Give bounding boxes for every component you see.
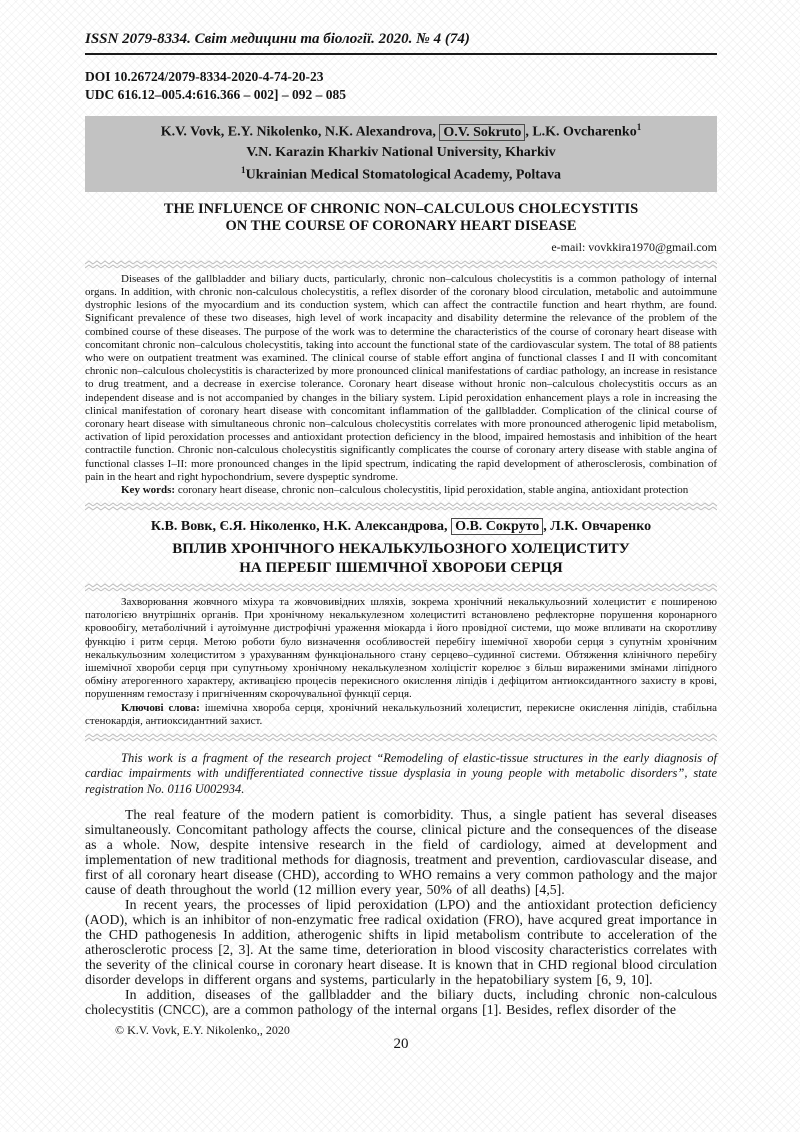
email-line: e-mail: vovkkira1970@gmail.com	[551, 239, 717, 254]
body-paragraph-2: In recent years, the processes of lipid peroxidation (LPO) and the antioxidant protection deficiency (AOD), which is an inhibitor of non-enzymatic free radical oxidation (FRO), have acqured great importance in the CHD pathogenesis In addition, atherogenic shifts in lipid metabolism contribute to acceleration of the atherosclerotic process [2, 3]. At the same time, deterioration in blood viscosity characteristics correlates with the severity of the clinical course in coronary heart disease. It is known that in CHD regional blood circulation disorder develops in different organs and systems, particularly in the hepatobiliary system [6, 9, 10].	[85, 897, 717, 988]
affiliation-2-marker: 1	[241, 165, 246, 176]
boxed-author-name-en: O.V. Sokruto	[439, 124, 525, 141]
keywords-en	[85, 484, 717, 497]
keywords-ua-text: ішемічна хвороба серця, хронічний некалькульозний холецистит, перекисне окислення ліпідів, стабільна стенокардія, антиоксидантний захист.	[85, 701, 717, 727]
authors-ua-before: К.В. Вовк, Є.Я. Ніколенко, Н.К. Александрова,	[150, 519, 452, 535]
boxed-author-name-ua: О.В. Сокруто	[451, 518, 543, 535]
zigzag-divider	[85, 502, 717, 511]
keywords-ua	[85, 702, 717, 728]
affiliation-2	[93, 164, 709, 186]
authors-ua-after: , Л.К. Овчаренко	[543, 519, 652, 535]
paper-title-ua-line1: ВПЛИВ ХРОНІЧНОГО НЕКАЛЬКУЛЬОЗНОГО ХОЛЕЦИСТИТУ	[172, 541, 630, 558]
paper-title-ua	[85, 540, 717, 578]
affiliation-2-text: Ukrainian Medical Stomatological Academy, Poltava	[245, 167, 561, 183]
abstract-ua-text: Захворювання жовчного міхура та жовчовивідних шляхів, зокрема хронічний некалькульозний холецистит є поширеною патологією внутрішніх органів. При хронічному некалькулезном холециститі встановлено рефлекторне порушення коронарного кровообігу, метаболічний і аутоімунне дистрофічні ураження міокарда і його провідної системи, що може впливати на скоротливу функцію і ритм серця. Метою роботи було визначення особливостей перебігу ішемічної хвороби серця з супутнім хронічним некалькульозним холециститом з урахуванням функціонального стану серцево–судинної системи. Обтяження клінічного перебігу ішемічної хвороби серця при супутньому хронічному некалькулезном холіцістіт корелює з більш вираженими змінами ліпідного обміну атерогенного характеру, активацією процесів перекисного окислення ліпідів і дефіцитом антиоксидантного захисту в крові, порушенням гемостазу і пригніченням скорочувальної функції серця.	[85, 595, 717, 701]
research-project-note: This work is a fragment of the research project “Remodeling of elastic-tissue structures in the early diagnosis of cardiac impairments with undifferentiated connective tissue dysplasia in young people with metabolic disorders”, state registration No. 0116 U002934.	[85, 750, 717, 796]
body-paragraph-1: The real feature of the modern patient is comorbidity. Thus, a single patient has several diseases simultaneously. Concomitant pathology affects the course, clinical picture and the consequences of the disease as a whole. Now, despite intensive research in the field of cardiology, aimed at development and implementation of new traditional methods for diagnosis, treatment and prevention, cardiovascular disease, and first of all coronary heart disease (CHD), according to WHO remains a very common pathology and the major cause of death throughout the world (12 million every year, 50% of all deaths) [4,5].	[85, 807, 717, 898]
doi-line: DOI 10.26724/2079-8334-2020-4-74-20-23	[85, 69, 324, 84]
paper-title-en-line1: THE INFLUENCE OF CHRONIC NON–CALCULOUS CHOLECYSTITIS	[163, 200, 639, 217]
journal-issn-header: ISSN 2079-8334. Світ медицини та біології. 2020. № 4 (74)	[85, 30, 717, 55]
page-number: 20	[393, 1036, 409, 1053]
authors-en-after: , L.K. Ovcharenko	[525, 124, 637, 140]
author-affiliation-marker: 1	[636, 122, 642, 133]
paper-title-en-line2: ON THE COURSE OF CORONARY HEART DISEASE	[225, 217, 577, 234]
abstract-en-text: Diseases of the gallbladder and biliary ducts, particularly, chronic non–calculous cholecystitis is a common pathology of internal organs. In addition, with chronic non-calculous cholecystitis, a reflex disorder of the coronary blood circulation, metabolic and autoimmune dystrophic lesions of the myocardium and its conduction system, which can affect the contractile function and heart rhythm, are found. Significant prevalence of these two diseases, high level of work incapacity and disability determine the relevance of the problem of the combined course of these diseases. The purpose of the work was to determine the characteristics of the course of coronary heart disease with concomitant chronic non–calculous cholecystitis, taking into account the functional state of the cardiovascular system. The total of 88 patients who were on outpatient treatment was examined. The clinical course of stable effort angina of functional classes I and II with concomitant chronic non–calculous cholecystitis is characterized by more pronounced clinical manifestations of cardiac pathology, an increase in resistance to drug treatment, and a decrease in exercise tolerance. Coronary heart disease without hronic non–calculous cholecystitis occurs as an independent disease and is not accompanied by changes in the biliary system. Lipid peroxidation enhancement plays a role in increasing the clinical manifestation of coronary heart disease with concomitant inflammation of the gallbladder. Complication of the clinical course of coronary heart disease with simultaneous chronic non–calculous cholecystitis correlates with more pronounced atherogenic lipid metabolism, activation of lipid peroxidation processes and antioxidant protection deficiency in the blood, impaired hemostasis and inhibition of the heart contractile function. Chronic non-calculous cholecystitis significantly complicates the course of coronary artery disease with stable angina of functional classes I–II: more pronounced changes in the lipid spectrum, indicating the rapid development of atherosclerosis, combination of pain in the heart and right hypochondrium, severe dyspeptic syndrome.	[85, 272, 717, 483]
zigzag-divider	[85, 260, 717, 269]
abstract-en	[85, 273, 717, 497]
paper-title-ua-line2: НА ПЕРЕБІГ ІШЕМІЧНОЇ ХВОРОБИ СЕРЦЯ	[239, 560, 563, 577]
page-footer	[85, 1023, 717, 1053]
abstract-ua	[85, 596, 717, 728]
keywords-ua-label: Ключові слова:	[121, 701, 200, 714]
affiliation-1: V.N. Karazin Kharkiv National University, Kharkiv	[246, 145, 556, 161]
zigzag-divider	[85, 733, 717, 742]
udc-line: UDC 616.12–005.4:616.366 – 002] – 092 – 085	[85, 86, 346, 102]
body-paragraph-3: In addition, diseases of the gallbladder and the biliary ducts, including chronic non-calculous cholecystitis (CNCC), are a common pathology of the internal organs [1]. Besides, reflex disorder of the	[85, 987, 717, 1018]
authors-en-before: K.V. Vovk, E.Y. Nikolenko, N.K. Alexandrova,	[160, 124, 440, 140]
article-body	[85, 807, 717, 1017]
authors-line-en	[93, 121, 709, 143]
authors-line-ua	[85, 518, 717, 536]
keywords-en-text: coronary heart disease, chronic non–calculous cholecystitis, lipid peroxidation, stable angina, antioxidant protection	[175, 484, 689, 497]
paper-title-en	[85, 201, 717, 235]
zigzag-divider	[85, 583, 717, 592]
footer-copyright: © K.V. Vovk, E.Y. Nikolenko,, 2020	[115, 1023, 290, 1038]
authors-affiliations-block	[85, 116, 717, 191]
doi-udc-block	[85, 68, 717, 103]
keywords-en-label: Key words:	[121, 484, 176, 497]
